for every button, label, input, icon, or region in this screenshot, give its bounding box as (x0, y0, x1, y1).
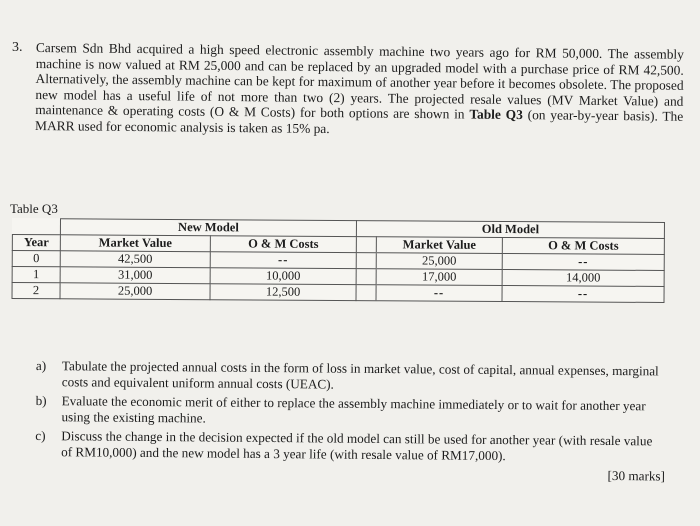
cell-new-om-costs: 12,500 (210, 284, 356, 301)
cell-year: 0 (12, 251, 60, 267)
question-part-c (35, 428, 665, 465)
table-corner-cell (12, 219, 60, 235)
cell-new-om-costs: -- (210, 252, 356, 269)
table-row (12, 283, 664, 303)
col-header-old-market-value: Market Value (376, 237, 502, 254)
table-label: Table Q3 (10, 201, 58, 216)
cell-year: 1 (12, 267, 60, 283)
table-container (11, 218, 664, 336)
question-part-b (35, 393, 665, 430)
cell-old-market-value: 25,000 (376, 253, 502, 270)
question-outro: (on year-by-year basis). The MARR used for economic analysis is taken as 15% pa. (35, 107, 684, 136)
spacer-cell (356, 269, 376, 285)
cell-new-market-value: 42,500 (60, 251, 210, 268)
cell-new-market-value: 25,000 (60, 283, 210, 300)
col-header-new-om-costs: O & M Costs (210, 236, 356, 253)
question-intro: Carsem Sdn Bhd acquired a high speed electronic assembly machine two years ago for RM 50,000. The assembly machine is now valued at RM 25,000 and can be replaced by an upgraded model with a purchase price of RM 42,500. Alternatively, the assembly machine can be kept for maximum of another year before it becomes obsolete. The proposed new model has a useful life of not more than two (2) years. The projected resale values (MV Market Value) and maintenance & operating costs (O & M Costs) for both options are shown in (35, 40, 684, 122)
part-text: Evaluate the economic merit of either to replace the assembly machine immediately or to wait for another year using the existing machine. (61, 393, 646, 426)
part-label: c) (35, 427, 46, 444)
cell-new-market-value: 31,000 (60, 267, 210, 284)
part-text: Discuss the change in the decision expected if the old model can still be used for another year (with resale value of RM10,000) and the new model has a 3 year life (with resale value of RM17,000). (61, 428, 653, 464)
group-header-old-model: Old Model (356, 221, 664, 239)
cell-old-market-value: 17,000 (376, 269, 502, 286)
part-label: a) (35, 358, 47, 374)
group-header-new-model: New Model (60, 219, 356, 237)
question-part-a (36, 358, 666, 395)
question-text (35, 40, 684, 140)
col-header-old-om-costs: O & M Costs (502, 237, 664, 254)
spacer-cell (356, 237, 376, 253)
col-header-new-market-value: Market Value (60, 235, 210, 252)
cell-new-om-costs: 10,000 (210, 268, 356, 285)
data-table (12, 218, 666, 303)
spacer-cell (356, 253, 376, 269)
cell-year: 2 (12, 283, 60, 299)
cell-old-om-costs: -- (502, 253, 664, 270)
question-number: 3. (12, 40, 23, 55)
question-parts (35, 358, 666, 484)
part-text: Tabulate the projected annual costs in the form of loss in market value, cost of capital, annual expenses, marginal costs and equivalent uniform annual costs (UEAC). (61, 358, 659, 392)
cell-old-om-costs: 14,000 (502, 269, 664, 286)
col-header-year: Year (12, 235, 60, 251)
cell-old-om-costs: -- (502, 285, 664, 302)
part-label: b) (35, 392, 47, 409)
table-reference: Table Q3 (469, 106, 523, 123)
cell-old-market-value: -- (376, 285, 502, 302)
marks-allocation: [30 marks] (607, 467, 666, 484)
spacer-cell (356, 285, 376, 301)
